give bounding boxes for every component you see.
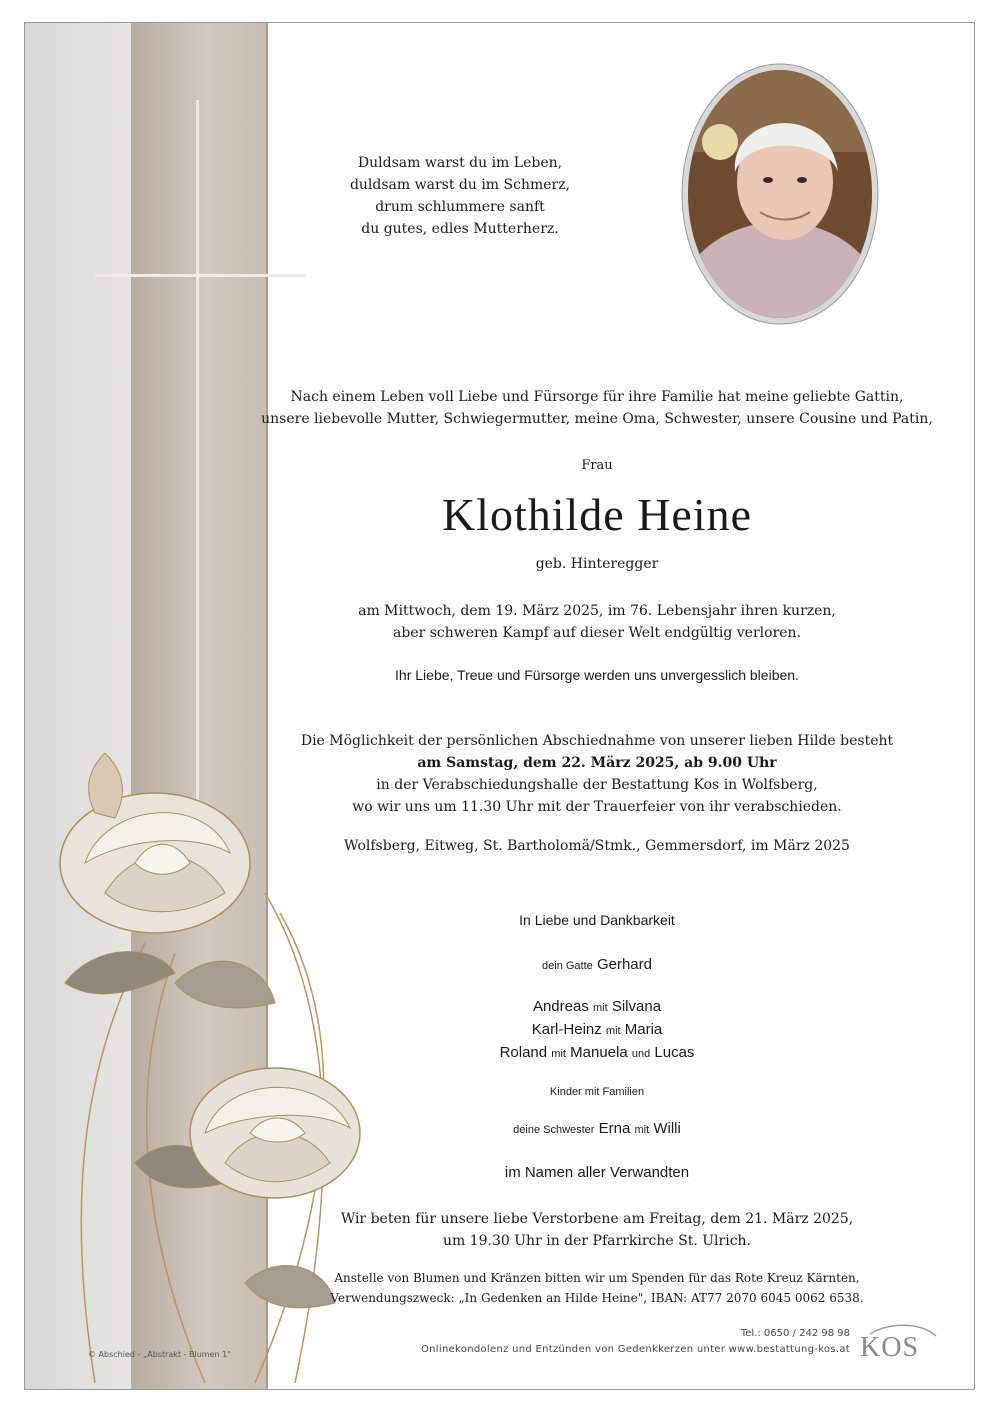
donation-info — [243, 1268, 951, 1308]
rose-bud — [89, 753, 123, 818]
farewell-date: am Samstag, dem 22. März 2025, ab 9.00 Uhr — [417, 755, 777, 771]
partner-name: Maria — [624, 1021, 663, 1038]
phone-number: Tel.: 0650 / 242 98 98 — [740, 1328, 850, 1339]
poem-line: du gutes, edles Mutterherz. — [361, 221, 559, 237]
farewell-line: Die Möglichkeit der persönlichen Abschiednahme von unserer lieben Hilde besteht — [300, 733, 894, 749]
poem — [290, 152, 630, 240]
grandchild-name: Lucas — [654, 1044, 695, 1061]
child-line — [243, 1019, 951, 1042]
memorial-quote: Ihr Liebe, Treue und Fürsorge werden uns unvergesslich bleiben. — [395, 667, 799, 683]
birth-name: geb. Hinteregger — [535, 556, 659, 572]
portrait-photo — [680, 62, 880, 326]
salutation: Frau — [581, 458, 613, 473]
poem-line: drum schlummere sanft — [375, 199, 545, 215]
deceased-name: Klothilde Heine — [441, 489, 753, 540]
intro-line: unsere liebevolle Mutter, Schwiegermutter, meine Oma, Schwester, unsere Cousine und Patin, — [261, 411, 933, 427]
und-word: und — [631, 1048, 651, 1060]
child-name: Karl-Heinz — [531, 1021, 602, 1038]
poem-line: duldsam warst du im Schmerz, — [349, 177, 571, 193]
death-line: aber schweren Kampf auf dieser Welt endgültig verloren. — [392, 625, 802, 641]
spouse-line — [243, 956, 951, 973]
mass-line: um 19.30 Uhr in der Pfarrkirche St. Ulrich. — [442, 1233, 751, 1249]
children-caption: Kinder mit Familien — [549, 1086, 645, 1098]
death-line: am Mittwoch, dem 19. März 2025, im 76. Lebensjahr ihren kurzen, — [358, 603, 836, 619]
kos-logo — [860, 1320, 940, 1368]
sister-partner: Willi — [653, 1120, 681, 1137]
poem-line: Duldsam warst du im Leben, — [357, 155, 563, 171]
mit-word: mit — [634, 1124, 650, 1136]
sister-prefix: deine Schwester — [513, 1124, 595, 1136]
spouse-name: Gerhard — [596, 956, 652, 973]
mass-line: Wir beten für unsere liebe Verstorbene am Freitag, dem 21. März 2025, — [340, 1211, 854, 1227]
children-list — [243, 996, 951, 1065]
donation-line: Verwendungszweck: „In Gedenken an Hilde Heine", IBAN: AT77 2070 6045 0062 6538. — [330, 1291, 864, 1305]
farewell-line: wo wir uns um 11.30 Uhr mit der Trauerfeier von ihr verabschieden. — [352, 799, 842, 815]
rose-top — [60, 793, 250, 933]
cross-icon-horizontal — [95, 274, 306, 277]
online-condolence-link[interactable]: Onlinekondolenz und Entzünden von Gedenkkerzen unter www.bestattung-kos.at — [421, 1344, 850, 1355]
partner-name: Silvana — [611, 998, 662, 1015]
child-name: Andreas — [532, 998, 589, 1015]
intro-text — [243, 386, 951, 430]
logo-text: KOS — [860, 1332, 920, 1363]
partner-name: Manuela — [570, 1044, 628, 1061]
child-name: Roland — [499, 1044, 548, 1061]
child-line — [243, 996, 951, 1019]
child-line — [243, 1042, 951, 1065]
spouse-prefix: dein Gatte — [542, 960, 593, 972]
mit-word: mit — [593, 1002, 608, 1014]
sister-name: Erna — [598, 1120, 631, 1137]
image-credit: © Abschied - „Abstrakt - Blumen 1" — [88, 1350, 231, 1359]
death-notice — [243, 600, 951, 644]
mit-word: mit — [605, 1025, 621, 1037]
intro-line: Nach einem Leben voll Liebe und Fürsorge für ihre Familie hat meine geliebte Gattin, — [290, 389, 904, 405]
donation-line: Anstelle von Blumen und Kränzen bitten wir um Spenden für das Rote Kreuz Kärnten, — [334, 1271, 860, 1285]
sister-line — [243, 1120, 951, 1137]
farewell-line: in der Verabschiedungshalle der Bestattung Kos in Wolfsberg, — [376, 777, 818, 793]
mass-info — [243, 1208, 951, 1252]
place-date: Wolfsberg, Eitweg, St. Bartholomä/Stmk., Gemmersdorf, im März 2025 — [344, 838, 850, 854]
farewell-info — [243, 730, 951, 818]
relatives-line: im Namen aller Verwandten — [504, 1164, 690, 1181]
cross-icon-vertical — [196, 100, 199, 800]
mourners-heading: In Liebe und Dankbarkeit — [519, 912, 675, 928]
mit-word: mit — [551, 1048, 566, 1060]
